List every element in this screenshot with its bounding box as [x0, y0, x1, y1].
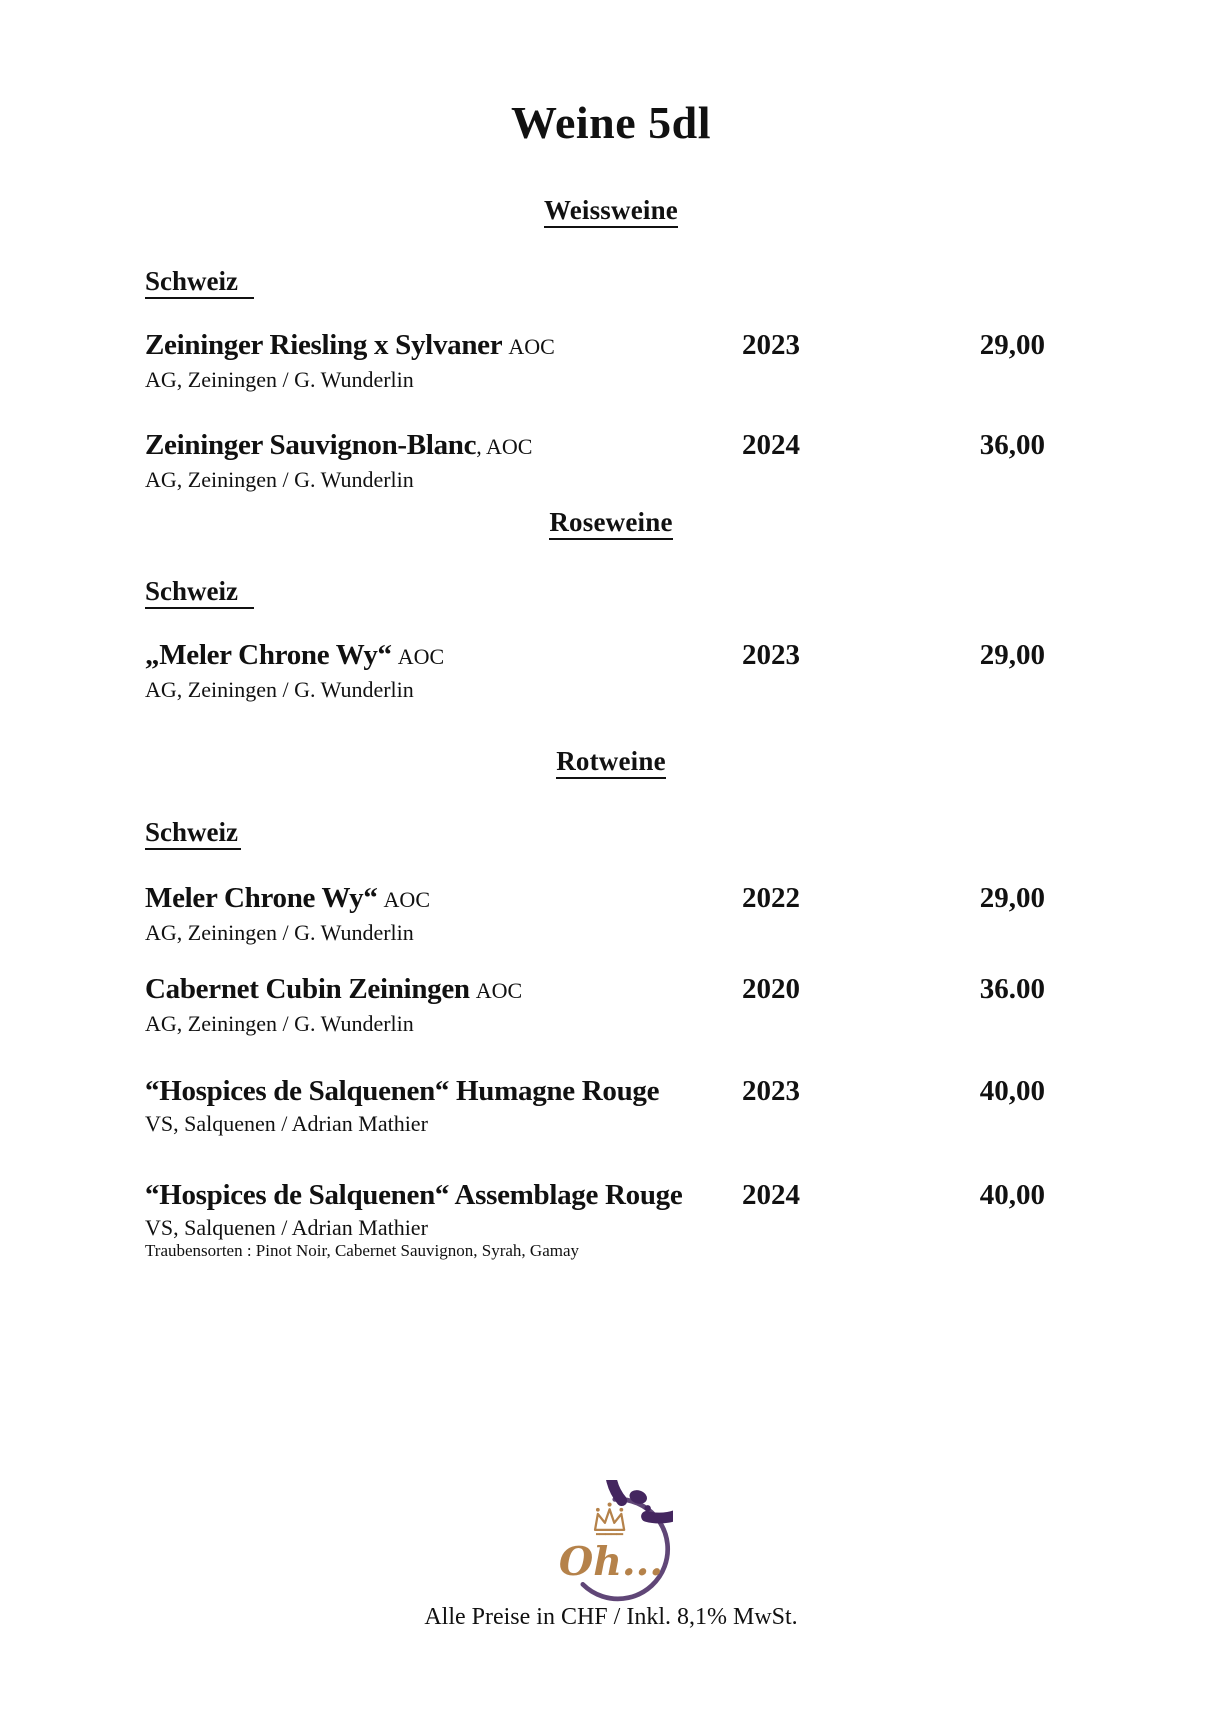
section-heading: Rotweine: [556, 746, 666, 779]
wine-year: 2023: [742, 1075, 800, 1107]
crown-icon: [595, 1502, 624, 1535]
wine-origin: VS, Salquenen / Adrian Mathier: [145, 1111, 428, 1136]
wine-aoc-label: AOC: [383, 887, 430, 912]
wine-origin: AG, Zeiningen / G. Wunderlin: [145, 677, 414, 702]
wine-origin: VS, Salquenen / Adrian Mathier: [145, 1215, 428, 1240]
wine-origin: AG, Zeiningen / G. Wunderlin: [145, 1011, 414, 1036]
section-heading-wrap: [161, 195, 1061, 228]
wine-year: 2024: [742, 429, 800, 461]
wine-price: 40,00: [979, 1075, 1045, 1107]
wine-origin: AG, Zeiningen / G. Wunderlin: [145, 467, 414, 492]
wine-row: [145, 1177, 1045, 1261]
wine-year: 2023: [742, 329, 800, 361]
wine-year: 2020: [742, 973, 800, 1005]
wine-aoc-label: AOC: [475, 978, 523, 1003]
wine-price: 40,00: [979, 1179, 1045, 1211]
wine-row: [145, 427, 1045, 493]
region-heading: Schweiz: [145, 576, 254, 609]
wine-name: Zeininger Sauvignon-Blanc: [145, 429, 477, 461]
region-heading-wrap: [145, 266, 1045, 299]
wine-row: [145, 327, 1045, 393]
wine-price: 36.00: [979, 973, 1045, 1005]
region-heading: Schweiz: [145, 266, 254, 299]
page-title: Weine 5dl: [510, 97, 712, 148]
logo-wordmark: Oh...: [558, 1539, 664, 1585]
wine-row: [145, 1073, 1045, 1137]
wine-aoc-label: AOC: [508, 334, 555, 359]
wine-price: 29,00: [979, 639, 1045, 671]
wine-row: [145, 971, 1045, 1037]
wine-name-line: [145, 637, 1045, 675]
section-heading: Weissweine: [544, 195, 678, 228]
wine-aoc-label: , AOC: [476, 434, 533, 459]
footer-note: Alle Preise in CHF / Inkl. 8,1% MwSt.: [424, 1604, 798, 1630]
wine-name-line: [145, 327, 1045, 365]
wine-year: 2022: [742, 882, 800, 914]
wine-name-line: [145, 1073, 1045, 1109]
wine-origin: AG, Zeiningen / G. Wunderlin: [145, 367, 414, 392]
wine-name-line: [145, 1177, 1045, 1213]
region-heading-wrap: [145, 576, 1045, 609]
wine-year: 2023: [742, 639, 800, 671]
wine-name: “Hospices de Salquenen“ Assemblage Rouge: [145, 1179, 683, 1211]
wine-row: [145, 880, 1045, 946]
wine-name: „Meler Chrone Wy“: [145, 639, 392, 671]
wine-name-line: [145, 880, 1045, 918]
brand-logo: [549, 1480, 673, 1608]
wine-origin: AG, Zeiningen / G. Wunderlin: [145, 920, 414, 945]
section-heading-wrap: [161, 507, 1061, 540]
wine-name: Meler Chrone Wy“: [145, 882, 378, 914]
wine-price: 36,00: [979, 429, 1045, 461]
wine-name-line: [145, 971, 1045, 1009]
region-heading-wrap: [145, 817, 1045, 850]
menu-sections: [145, 195, 1045, 1261]
section-heading-wrap: [161, 746, 1061, 779]
wine-price: 29,00: [979, 329, 1045, 361]
wine-year: 2024: [742, 1179, 800, 1211]
wine-name: Zeininger Riesling x Sylvaner: [145, 329, 503, 361]
region-heading: Schweiz: [145, 817, 241, 850]
wine-aoc-label: AOC: [397, 644, 445, 669]
wine-grapes-note: Traubensorten : Pinot Noir, Cabernet Sauvignon, Syrah, Gamay: [145, 1241, 580, 1260]
wine-name: Cabernet Cubin Zeiningen: [145, 973, 470, 1005]
wine-price: 29,00: [979, 882, 1045, 914]
wine-name: “Hospices de Salquenen“ Humagne Rouge: [145, 1075, 660, 1107]
section-heading: Roseweine: [549, 507, 672, 540]
wine-name-line: [145, 427, 1045, 465]
menu-content: [145, 96, 1045, 1261]
wine-row: [145, 637, 1045, 703]
